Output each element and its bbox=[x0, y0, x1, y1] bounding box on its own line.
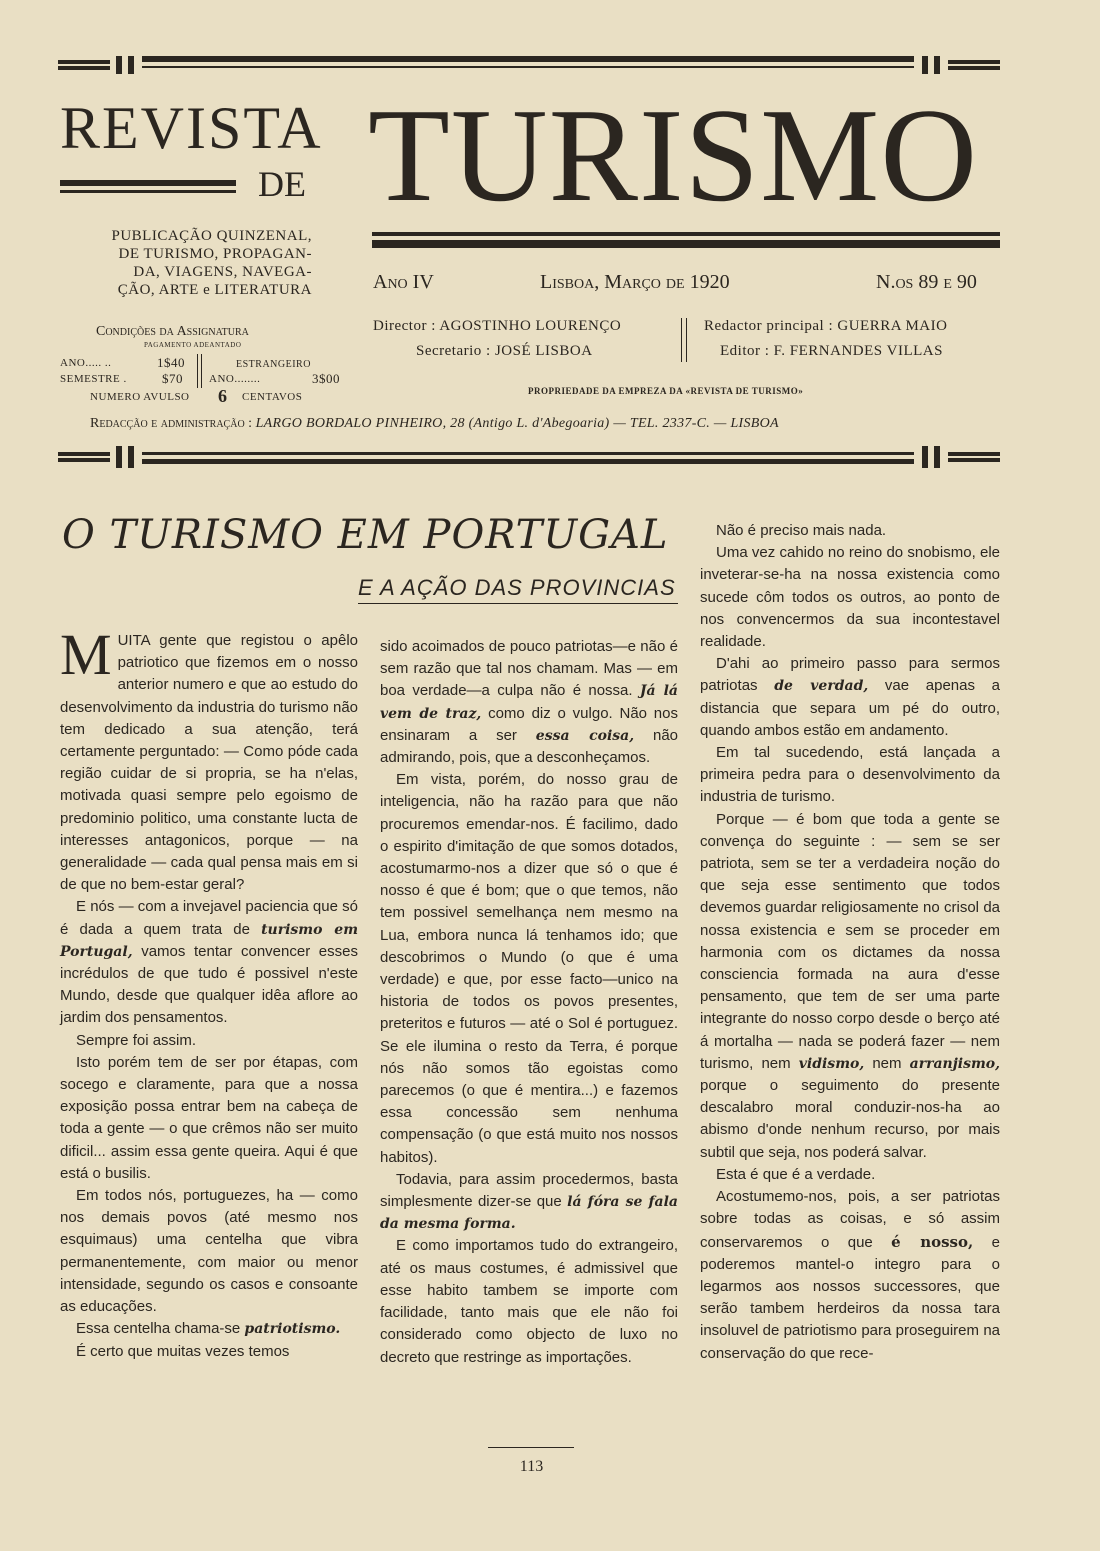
top-ornamental-rule bbox=[58, 54, 1000, 76]
paragraph: D'ahi ao primeiro passo para sermos patriotas de verdad, vae apenas a distancia que separa um pé do outro, quando ambos estão em andamento. bbox=[700, 655, 1001, 739]
paragraph: E nós — com a invejavel paciencia que só é dada a quem trata de turismo em Portugal, vamos tentar convencer esses incrédulos de que tudo é possivel n'este Mundo, desde que qualquer idêa aflore ao jardim dos pensamentos. bbox=[60, 898, 359, 1027]
paragraph: Em tal sucedendo, está lançada a primeira pedra para o desenvolvimento da industria de turismo. bbox=[700, 744, 1000, 806]
paragraph: E como importamos tudo do extrangeiro, até os maus costumes, é admissivel que esse habito tambem se importe com facilidade, tanto mais que ele não foi considerado como objecto de luxo no decreto que restringe as importações. bbox=[380, 1237, 678, 1366]
issue-place-date: Lisboa, Março de 1920 bbox=[540, 271, 730, 293]
paragraph: Não é preciso mais nada. bbox=[716, 522, 887, 539]
conditions-note: PAGAMENTO ADEANTADO bbox=[144, 341, 242, 349]
masthead-bottom-rule bbox=[58, 446, 1000, 468]
staff-redactor: Redactor principal : GUERRA MAIO bbox=[704, 318, 948, 334]
conditions-ano-label: ANO..... .. bbox=[60, 357, 112, 369]
paragraph: Esta é que é a verdade. bbox=[716, 1165, 876, 1183]
staff-propriedade: PROPRIEDADE DA EMPREZA DA «REVISTA DE TURISMO» bbox=[528, 386, 804, 396]
paragraph: Essa centelha chama-se patriotismo. bbox=[76, 1320, 341, 1338]
redaccao-line bbox=[90, 416, 779, 432]
conditions-avulso-suffix: CENTAVOS bbox=[242, 391, 303, 403]
article-column-1 bbox=[60, 622, 359, 1363]
masthead-turismo: TURISMO bbox=[368, 81, 979, 229]
issue-rule bbox=[372, 240, 1000, 248]
paragraph: É certo que muitas vezes temos bbox=[76, 1342, 290, 1360]
conditions-estrangeiro-label: ESTRANGEIRO bbox=[236, 359, 311, 370]
paragraph: sido acoimados de pouco patriotas—e não é sem razão que tal nos chamam. Mas — em boa verdade—a culpa não é nossa. Já lá vem de traz, como diz o vulgo. Não nos ensinaram a ser essa coisa, não admirando, pois, que a desconheçamos. bbox=[380, 638, 679, 767]
redaccao-label: Redacção e administração : bbox=[90, 416, 253, 431]
subtitle-line: DE TURISMO, PROPAGAN- bbox=[118, 246, 312, 262]
conditions-semestre-label: SEMESTRE . bbox=[60, 373, 127, 385]
masthead-de-rule-thin bbox=[60, 190, 236, 193]
issue-rule bbox=[372, 232, 1000, 236]
subtitle-line: DA, VIAGENS, NAVEGA- bbox=[133, 264, 312, 280]
article-subtitle: E A AÇÃO DAS PROVINCIAS bbox=[358, 575, 676, 600]
conditions-estrangeiro-ano-label: ANO........ bbox=[209, 373, 261, 385]
conditions-divider bbox=[197, 354, 198, 388]
redaccao-address: LARGO BORDALO PINHEIRO, 28 (Antigo L. d'Abegoaria) — TEL. 2337-C. — LISBOA bbox=[255, 416, 779, 431]
issue-numbers: N.os 89 e 90 bbox=[876, 271, 977, 293]
conditions-ano-value: 1$40 bbox=[157, 355, 185, 370]
staff-divider bbox=[681, 318, 682, 362]
paragraph: Acostumemo-nos, pois, a ser patriotas sobre todas as coisas, e só assim conservaremos o que é nosso, e poderemos mantel-o integro para o legarmos aos nossos successores, que serão tambem herdeiros da nossa tara insoluvel de patriotismo para proseguirem na conservação do que rece- bbox=[700, 1188, 1000, 1362]
subtitle-line: ÇÃO, ARTE e LITERATURA bbox=[117, 282, 312, 298]
issue-ano: Ano IV bbox=[373, 271, 434, 293]
conditions-estrangeiro-ano-value: 3$00 bbox=[312, 371, 340, 386]
masthead-revista: REVISTA bbox=[60, 95, 323, 161]
staff-director: Director : AGOSTINHO LOURENÇO bbox=[373, 318, 622, 334]
paragraph: Em vista, porém, do nosso grau de inteligencia, não ha razão para que não procuremos emendar-nos. É facilimo, dado o espirito d'imitação de que somos dotados, acostumarmo-nos a dizer que só o que é nosso é que é bom; que o que temos, não tem possivel semelhança nem mesmo na Lua, embora nunca lá tenhamos ido; que descobrimos o Mundo (o que é uma verdade) e que, por esse facto—unico na historia de todos os povos presentes, preteritos e futuros — até o Sol é portuguez. Se ele ilumina o resto da Terra, é porque nós não somos tão egoistas como parecemos (o que é mentira...) e fazemos essa concessão sem nenhuma compensação (o que está muito nos nossos habitos). bbox=[380, 771, 678, 1166]
article-subtitle-underline bbox=[358, 603, 678, 604]
page-number: 113 bbox=[519, 1458, 544, 1475]
paragraph: Porque — é bom que toda a gente se convença do seguinte : — sem se ser patriota, sem se ter a verdadeira noção do que seja esse sentimento que todos devemos guardar religiosamente no crisol da nossa existencia e sem se proceder em harmonia com os dictames da nossa consciencia formada na aura d'esse pensamento, que tem de ser uma parte integrante do nosso corpo desde o berço até á mortalha — nada se poderá fazer — nem turismo, nem vidismo, nem arranjismo, porque o seguimento do presente descalabro moral conduzir-nos-ha ao abismo d'onde nenhum recurso, por mais subtil que seja, nos poderá salvar. bbox=[700, 810, 1000, 1161]
staff-secretario: Secretario : JOSÉ LISBOA bbox=[416, 343, 593, 359]
conditions-semestre-value: $70 bbox=[162, 371, 183, 386]
conditions-title: Condições da Assignatura bbox=[96, 324, 249, 339]
article-title: O TURISMO EM PORTUGAL bbox=[62, 512, 669, 558]
paragraph: Uma vez cahido no reino do snobismo, ele inveterar-se-ha na nossa existencia como sucede côm todos os outros, ao ponto de nos convencermos da sua incontestavel realidade. bbox=[700, 544, 1000, 651]
conditions-avulso-prefix: NUMERO AVULSO bbox=[90, 391, 190, 403]
paragraph: Em todos nós, portuguezes, ha — como nos demais povos (até mesmo nos esquimaus) uma centelha que vibra permanentemente, com maior ou menor intensidade, segundo os casos e consoante as educações. bbox=[60, 1187, 358, 1316]
conditions-divider bbox=[201, 354, 202, 388]
masthead-de-rule bbox=[60, 180, 236, 186]
article-column-2 bbox=[380, 636, 678, 1369]
paragraph: Todavia, para assim procedermos, basta simplesmente dizer-se que lá fóra se fala da mesma forma. bbox=[380, 1170, 678, 1233]
conditions-avulso-value: 6 bbox=[218, 386, 228, 406]
staff-editor: Editor : F. FERNANDES VILLAS bbox=[720, 343, 943, 359]
subtitle-line: PUBLICAÇÃO QUINZENAL, bbox=[111, 228, 312, 244]
drop-cap: M bbox=[60, 622, 112, 687]
paragraph: Isto porém tem de ser por étapas, com socego e claramente, para que a nossa exposição possa entrar bem na cabeça de toda a gente — o que crêmos não ser muito dificil... assim essa gente queira. Aqui é que está o busilis. bbox=[60, 1053, 358, 1182]
paragraph: Sempre foi assim. bbox=[76, 1031, 197, 1049]
paragraph: MUITA gente que registou o apêlo patriotico que fizemos em o nosso anterior numero e que ao estudo do desenvolvimento da industria do turismo não tem dedicado a sua atenção, terá certamente perguntado: — Como póde cada região cuidar de si propria, se ha n'elas, motivada quasi sempre pelo egoismo de predominio politico, uma constante lucta de interesses antagonicos, porque — na generalidade — cada qual pensa mais em si de que no bem-estar geral? bbox=[60, 622, 358, 894]
staff-divider bbox=[686, 318, 687, 362]
article-column-3 bbox=[700, 520, 1000, 1365]
footer-rule bbox=[488, 1447, 574, 1448]
masthead-de: DE bbox=[258, 164, 306, 204]
